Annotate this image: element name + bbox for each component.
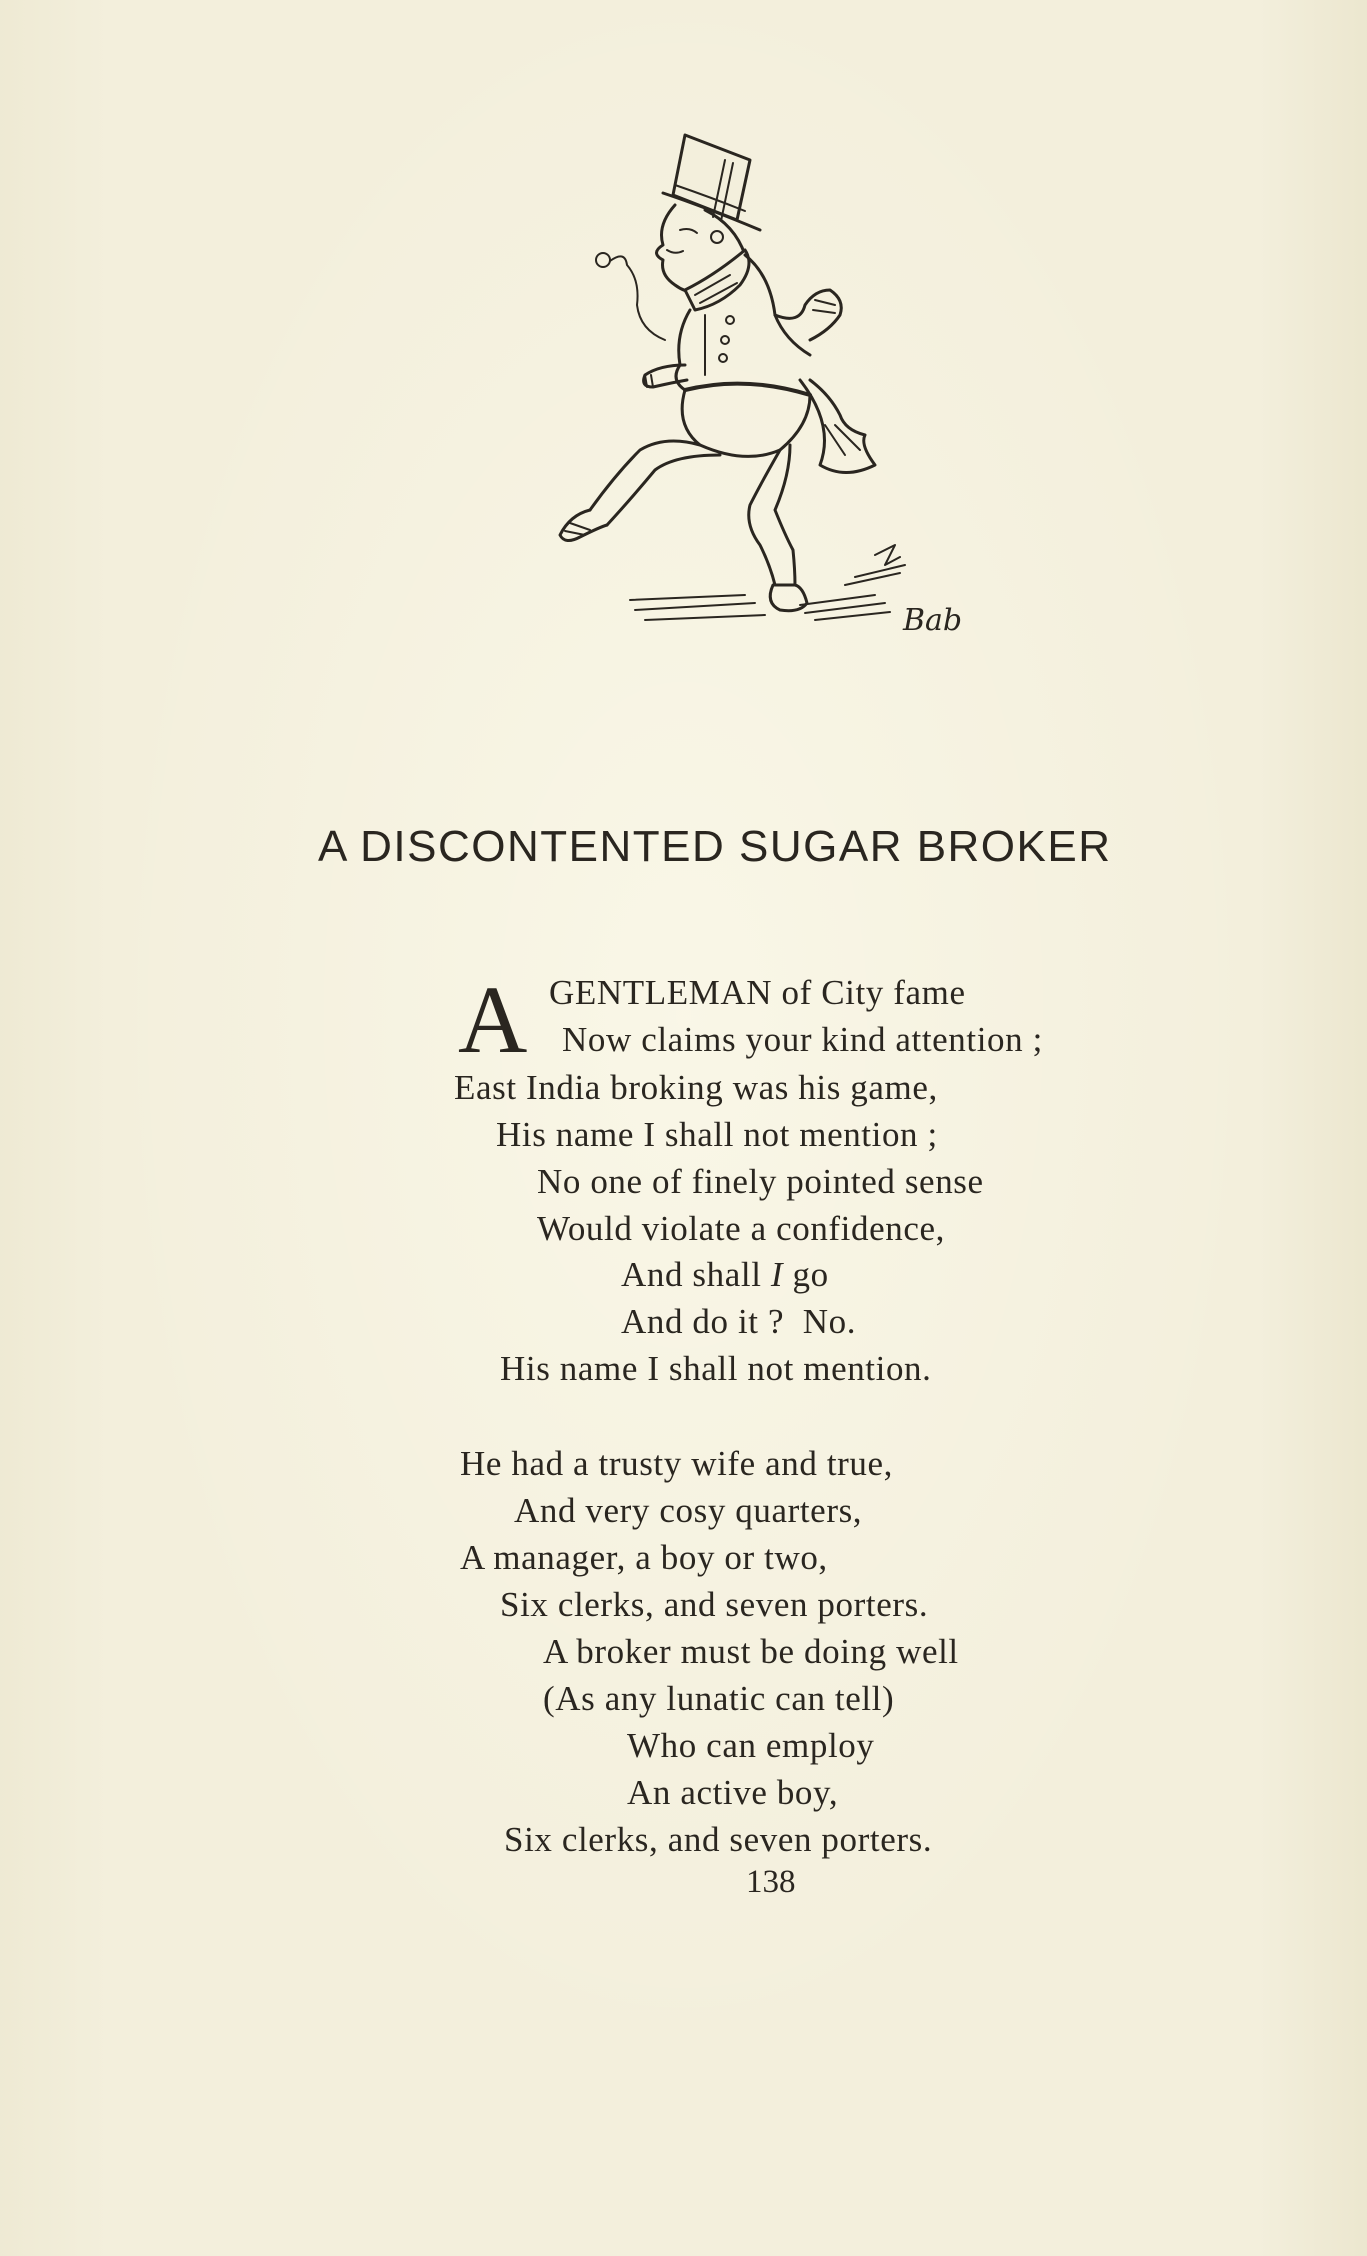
poem-line: Now claims your kind attention ; — [562, 1020, 1043, 1059]
poem-line: And do it ? No. — [621, 1302, 857, 1341]
poem-line: His name I shall not mention ; — [496, 1115, 938, 1154]
poem-line: A broker must be doing well — [543, 1632, 959, 1671]
poem-line: And very cosy quarters, — [514, 1491, 863, 1530]
illustrator-signature: Bab — [903, 603, 963, 638]
poem-line-text: go — [792, 1255, 829, 1294]
poem-line: Six clerks, and seven porters. — [500, 1585, 929, 1624]
poem-line: Who can employ — [627, 1726, 875, 1765]
poem-line: His name I shall not mention. — [500, 1349, 932, 1388]
poem-line: Six clerks, and seven porters. — [504, 1820, 933, 1859]
poem-line: Would violate a confidence, — [537, 1209, 945, 1248]
dancing-gentleman-illustration — [545, 125, 965, 655]
poem-line: He had a trusty wife and true, — [460, 1444, 893, 1483]
poem-line — [621, 1257, 829, 1292]
poem-line: No one of finely pointed sense — [537, 1162, 984, 1201]
drop-cap: A — [458, 966, 528, 1073]
poem-line: GENTLEMAN of City fame — [549, 973, 966, 1012]
poem-line: (As any lunatic can tell) — [543, 1679, 895, 1718]
poem-line: East India broking was his game, — [454, 1068, 938, 1107]
poem-title: A DISCONTENTED SUGAR BROKER — [318, 822, 1112, 871]
poem-line-text: And shall — [621, 1255, 762, 1294]
emphasized-word: I — [770, 1255, 784, 1294]
page-number: 138 — [746, 1864, 796, 1900]
dancing-gentleman-icon — [545, 125, 965, 655]
poem-line: An active boy, — [627, 1773, 839, 1812]
poem-line: A manager, a boy or two, — [460, 1538, 828, 1577]
